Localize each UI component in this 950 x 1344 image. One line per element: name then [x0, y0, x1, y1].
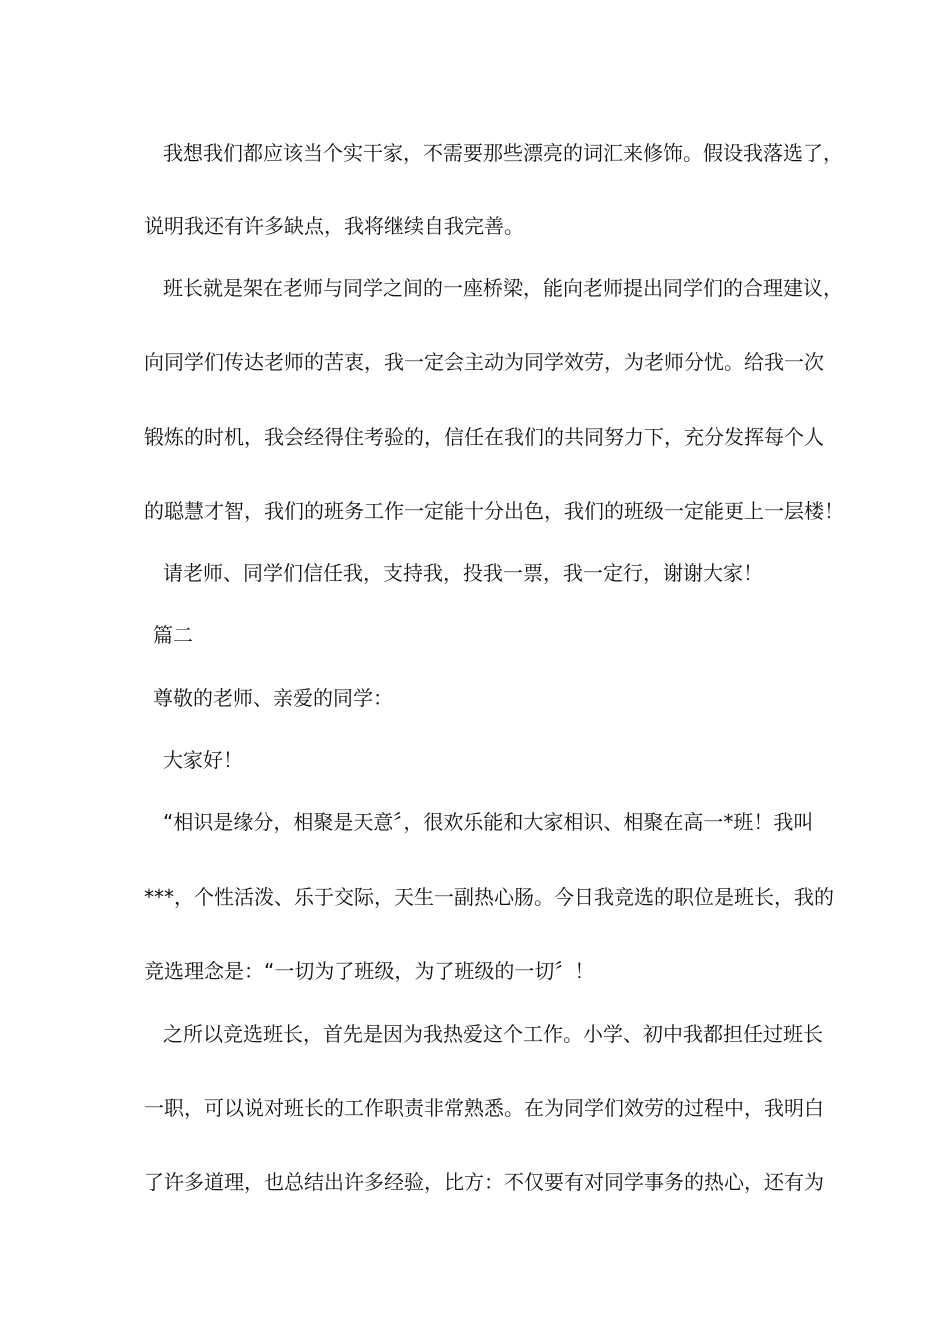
text-line: 了许多道理，也总结出许多经验，比方：不仅要有对同学事务的热心，还有为 [144, 1170, 824, 1194]
text-line: 我想我们都应该当个实干家，不需要那些漂亮的词汇来修饰。假设我落选了， [163, 141, 843, 165]
text-line: 班长就是架在老师与同学之间的一座桥梁，能向老师提出同学们的合理建议， [163, 276, 843, 300]
text-line: 竞选理念是：“一切为了班级，为了班级的一切〞！ [144, 959, 595, 983]
text-line: 说明我还有许多缺点，我将继续自我完善。 [144, 214, 524, 238]
section-heading: 篇二 [153, 623, 193, 647]
text-line: 的聪慧才智，我们的班务工作一定能十分出色，我们的班级一定能更上一层楼！ [144, 499, 844, 523]
text-line: 向同学们传达老师的苦衷，我一定会主动为同学效劳，为老师分忧。给我一次 [144, 350, 824, 374]
text-line: “相识是缘分，相聚是天意〞，很欢乐能和大家相识、相聚在高一*班！我叫 [163, 810, 814, 834]
text-line: 之所以竞选班长，首先是因为我热爱这个工作。小学、初中我都担任过班长 [163, 1022, 823, 1046]
text-line: 一职，可以说对班长的工作职责非常熟悉。在为同学们效劳的过程中，我明白 [144, 1096, 824, 1120]
text-line: 锻炼的时机，我会经得住考验的，信任在我们的共同努力下，充分发挥每个人 [144, 425, 824, 449]
text-line: 请老师、同学们信任我，支持我，投我一票，我一定行，谢谢大家！ [163, 561, 763, 585]
greeting: 大家好！ [163, 748, 243, 772]
salutation: 尊敬的老师、亲爱的同学： [153, 686, 393, 710]
text-line: ***，个性活泼、乐于交际，天生一副热心肠。今日我竞选的职位是班长，我的 [144, 885, 834, 909]
